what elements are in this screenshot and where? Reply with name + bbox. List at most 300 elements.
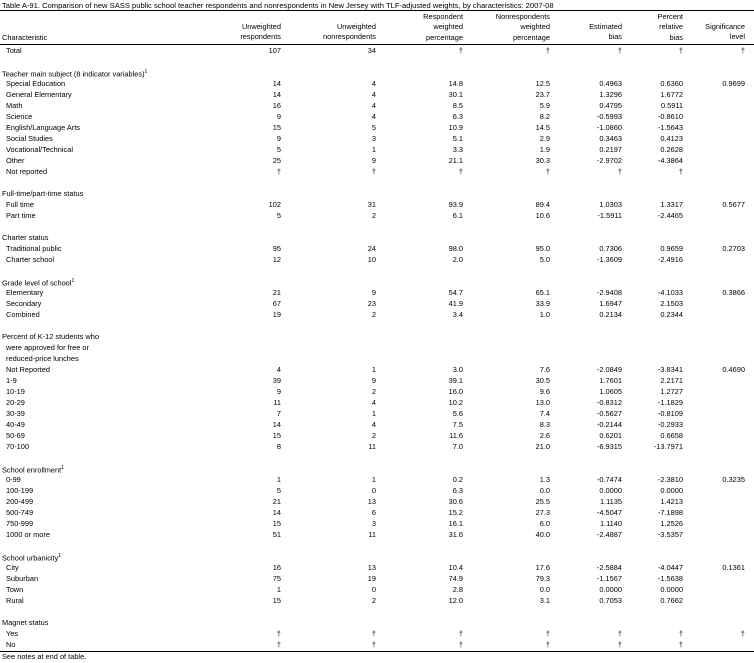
table-row <box>0 353 754 364</box>
cell-unweighted-respondents: 15 <box>272 123 281 132</box>
row-label: 10-19 <box>6 387 25 396</box>
cell-nonrespondent-percentage: 8.3 <box>539 420 550 429</box>
header-line: nonrespondents <box>322 32 376 42</box>
table-row <box>0 386 754 397</box>
cell-respondent-percentage: 8.5 <box>452 101 463 110</box>
cell-unweighted-nonrespondents: 10 <box>367 255 376 264</box>
row-label: 20-29 <box>6 398 25 407</box>
cell-unweighted-nonrespondents: 2 <box>371 596 376 605</box>
cell-percent-relative-bias: 0.2628 <box>660 145 683 154</box>
cell-unweighted-nonrespondents: 3 <box>371 134 376 143</box>
section-label: Percent of K-12 students who <box>2 332 99 341</box>
row-label: Not Reported <box>6 365 50 374</box>
cell-estimated-bias: -1.5911 <box>597 211 622 220</box>
cell-significance-level: † <box>740 46 745 55</box>
cell-unweighted-nonrespondents: 1 <box>371 365 376 374</box>
header-line: Estimated <box>589 22 622 31</box>
cell-unweighted-nonrespondents: 4 <box>371 101 376 110</box>
section-header-row <box>0 331 754 342</box>
cell-estimated-bias: -0.7474 <box>596 475 622 484</box>
cell-nonrespondent-percentage: 1.9 <box>539 145 550 154</box>
section-header-row <box>0 551 754 562</box>
cell-unweighted-respondents: 14 <box>272 508 281 517</box>
cell-estimated-bias: 1.0303 <box>599 200 622 209</box>
cell-percent-relative-bias: -13.7971 <box>653 442 683 451</box>
section-label: Magnet status <box>2 618 49 627</box>
cell-unweighted-nonrespondents: 9 <box>371 288 376 297</box>
row-label: 750-999 <box>6 519 34 528</box>
table-row <box>0 496 754 507</box>
header-line: bias <box>608 32 622 42</box>
header-line: percentage <box>513 32 550 42</box>
table-row <box>0 441 754 452</box>
cell-respondent-percentage: 3.3 <box>452 145 463 154</box>
table-row <box>0 133 754 144</box>
table-row <box>0 342 754 353</box>
row-label: 1000 or more <box>6 530 50 539</box>
cell-percent-relative-bias: 2.2171 <box>660 376 683 385</box>
cell-percent-relative-bias: 1.2727 <box>660 387 683 396</box>
cell-estimated-bias: -1.1567 <box>596 574 622 583</box>
cell-percent-relative-bias: 0.9659 <box>660 244 683 253</box>
cell-percent-relative-bias: 1.2526 <box>660 519 683 528</box>
cell-respondent-percentage: 6.3 <box>452 486 463 495</box>
cell-unweighted-respondents: 75 <box>272 574 281 583</box>
cell-estimated-bias: -0.5993 <box>596 112 622 121</box>
cell-estimated-bias: 0.6201 <box>599 431 622 440</box>
cell-respondent-percentage: 10.9 <box>448 123 463 132</box>
cell-unweighted-respondents: 11 <box>273 398 281 407</box>
header-line: percentage <box>426 32 463 42</box>
cell-respondent-percentage: 6.3 <box>452 112 463 121</box>
cell-percent-relative-bias: † <box>678 167 683 176</box>
cell-percent-relative-bias: -0.8109 <box>657 409 683 418</box>
row-label: City <box>6 563 19 572</box>
cell-estimated-bias: 0.3463 <box>599 134 622 143</box>
cell-percent-relative-bias: 0.6658 <box>660 431 683 440</box>
cell-percent-relative-bias: -0.2933 <box>657 420 683 429</box>
cell-estimated-bias: 0.0000 <box>599 585 622 594</box>
section-header-row <box>0 617 754 628</box>
table-row <box>0 111 754 122</box>
section-header-row <box>0 276 754 287</box>
cell-estimated-bias: -2.4887 <box>596 530 622 539</box>
cell-unweighted-nonrespondents: 4 <box>371 112 376 121</box>
cell-percent-relative-bias: 2.1503 <box>660 299 683 308</box>
row-label: Special Education <box>6 79 66 88</box>
table-row <box>0 166 754 177</box>
cell-nonrespondent-percentage: 89.4 <box>535 200 550 209</box>
cell-nonrespondent-percentage: 23.7 <box>535 90 550 99</box>
cell-respondent-percentage: 12.0 <box>448 596 463 605</box>
table-row <box>0 298 754 309</box>
section-header-row <box>0 67 754 78</box>
row-label: reduced-price lunches <box>6 354 79 363</box>
section-header-row <box>0 188 754 199</box>
table-row <box>0 243 754 254</box>
row-label: Full time <box>6 200 34 209</box>
cell-unweighted-respondents: 8 <box>276 442 281 451</box>
cell-estimated-bias: -2.5884 <box>596 563 622 572</box>
row-label: No <box>6 640 16 649</box>
cell-respondent-percentage: 93.9 <box>448 200 463 209</box>
cell-unweighted-respondents: 5 <box>276 145 281 154</box>
cell-respondent-percentage: 5.1 <box>452 134 463 143</box>
header-line: respondents <box>240 32 281 42</box>
cell-estimated-bias: † <box>617 167 622 176</box>
footnote-marker: 1 <box>71 278 75 284</box>
cell-significance-level: 0.1361 <box>722 563 745 572</box>
cell-significance-level: 0.5677 <box>722 200 745 209</box>
section-label: School enrollment$^1$ <box>2 465 64 475</box>
header-percent-relative-bias <box>658 12 683 43</box>
table-row <box>0 254 754 265</box>
cell-respondent-percentage: 15.2 <box>448 508 463 517</box>
cell-estimated-bias: 0.4795 <box>599 101 622 110</box>
cell-respondent-percentage: 7.0 <box>452 442 463 451</box>
cell-unweighted-respondents: 15 <box>272 519 281 528</box>
table-row <box>0 155 754 166</box>
header-respondent-percentage <box>423 12 463 43</box>
cell-respondent-percentage: 54.7 <box>448 288 463 297</box>
cell-respondent-percentage: 11.6 <box>449 431 463 440</box>
table-row <box>0 100 754 111</box>
cell-nonrespondent-percentage: 5.9 <box>539 101 550 110</box>
cell-estimated-bias: 1.6947 <box>599 299 622 308</box>
cell-unweighted-nonrespondents: 13 <box>367 563 376 572</box>
cell-significance-level: 0.3866 <box>722 288 745 297</box>
cell-unweighted-nonrespondents: 1 <box>371 475 376 484</box>
cell-nonrespondent-percentage: 27.3 <box>535 508 550 517</box>
header-line: level <box>729 32 745 42</box>
cell-percent-relative-bias: 0.6360 <box>660 79 683 88</box>
section-label: Teacher main subject (8 indicator variables)$^1$ <box>2 69 148 79</box>
cell-percent-relative-bias: -1.5643 <box>657 123 683 132</box>
cell-respondent-percentage: † <box>458 640 463 649</box>
cell-percent-relative-bias: 0.5911 <box>660 101 683 110</box>
row-label: 100-199 <box>6 486 34 495</box>
cell-unweighted-nonrespondents: 1 <box>371 145 376 154</box>
cell-respondent-percentage: 7.5 <box>452 420 463 429</box>
cell-unweighted-respondents: 39 <box>272 376 281 385</box>
cell-percent-relative-bias: † <box>678 640 683 649</box>
table-row <box>0 529 754 540</box>
cell-unweighted-respondents: 9 <box>276 387 281 396</box>
section-label: Full-time/part-time status <box>2 189 84 198</box>
cell-unweighted-nonrespondents: 19 <box>367 574 376 583</box>
cell-unweighted-nonrespondents: 2 <box>371 211 376 220</box>
row-label: Secondary <box>6 299 42 308</box>
cell-nonrespondent-percentage: 13.0 <box>535 398 550 407</box>
top-rule <box>0 10 754 11</box>
table-row <box>0 562 754 573</box>
cell-percent-relative-bias: 0.0000 <box>660 585 683 594</box>
table-row <box>0 474 754 485</box>
cell-nonrespondent-percentage: 65.1 <box>535 288 550 297</box>
table-row <box>0 144 754 155</box>
section-label: Charter status <box>2 233 49 242</box>
header-line: weighted <box>433 22 463 32</box>
cell-unweighted-respondents: 19 <box>272 310 281 319</box>
row-label: 500-749 <box>6 508 34 517</box>
cell-significance-level: 0.3235 <box>722 475 745 484</box>
cell-estimated-bias: -1.3609 <box>596 255 622 264</box>
cell-nonrespondent-percentage: 14.5 <box>535 123 550 132</box>
cell-estimated-bias: -2.0849 <box>596 365 622 374</box>
cell-estimated-bias: -0.2144 <box>596 420 622 429</box>
header-estimated-bias <box>589 22 622 43</box>
header-unweighted-respondents <box>240 22 281 43</box>
cell-percent-relative-bias: -3.8341 <box>657 365 683 374</box>
cell-respondent-percentage: 14.8 <box>448 79 463 88</box>
cell-respondent-percentage: 21.1 <box>448 156 463 165</box>
cell-respondent-percentage: 74.9 <box>448 574 463 583</box>
table-row <box>0 78 754 89</box>
footnote-marker: 1 <box>58 553 62 559</box>
table-row <box>0 397 754 408</box>
cell-nonrespondent-percentage: 95.0 <box>535 244 550 253</box>
row-label: General Elementary <box>6 90 72 99</box>
cell-nonrespondent-percentage: † <box>545 46 550 55</box>
cell-unweighted-nonrespondents: 9 <box>371 376 376 385</box>
row-label: Not reported <box>6 167 48 176</box>
cell-nonrespondent-percentage: 6.0 <box>539 519 550 528</box>
cell-respondent-percentage: 10.2 <box>448 398 463 407</box>
header-line: Significance <box>705 22 745 31</box>
row-label: Part time <box>6 211 36 220</box>
row-label: 30-39 <box>6 409 25 418</box>
footnote: See notes at end of table. <box>2 652 87 661</box>
cell-unweighted-respondents: 16 <box>272 101 281 110</box>
cell-estimated-bias: -0.5627 <box>596 409 622 418</box>
cell-nonrespondent-percentage: 5.0 <box>539 255 550 264</box>
row-label: Elementary <box>6 288 44 297</box>
cell-unweighted-nonrespondents: 13 <box>367 497 376 506</box>
cell-nonrespondent-percentage: 1.0 <box>539 310 550 319</box>
cell-percent-relative-bias: -2.4465 <box>657 211 683 220</box>
table-row <box>0 628 754 639</box>
cell-unweighted-respondents: 5 <box>276 486 281 495</box>
cell-respondent-percentage: 2.0 <box>452 255 463 264</box>
cell-nonrespondent-percentage: 21.0 <box>535 442 550 451</box>
cell-respondent-percentage: 41.9 <box>448 299 463 308</box>
row-label: Town <box>6 585 24 594</box>
cell-nonrespondent-percentage: 7.4 <box>539 409 550 418</box>
cell-percent-relative-bias: 0.2344 <box>660 310 683 319</box>
cell-nonrespondent-percentage: † <box>545 629 550 638</box>
cell-unweighted-nonrespondents: 11 <box>368 442 376 451</box>
cell-unweighted-nonrespondents: 4 <box>371 420 376 429</box>
header-line: Percent <box>657 12 683 21</box>
cell-estimated-bias: -2.9702 <box>596 156 622 165</box>
cell-unweighted-respondents: 5 <box>276 211 281 220</box>
cell-estimated-bias: 0.0000 <box>599 486 622 495</box>
footnote-marker: 1 <box>144 69 148 75</box>
cell-percent-relative-bias: -3.5357 <box>657 530 683 539</box>
cell-respondent-percentage: 2.8 <box>452 585 463 594</box>
table-row <box>0 375 754 386</box>
cell-unweighted-nonrespondents: 5 <box>371 123 376 132</box>
cell-percent-relative-bias: -2.4916 <box>657 255 683 264</box>
cell-percent-relative-bias: † <box>678 629 683 638</box>
cell-estimated-bias: 0.2197 <box>599 145 622 154</box>
cell-estimated-bias: 0.4963 <box>599 79 622 88</box>
cell-nonrespondent-percentage: 17.6 <box>535 563 550 572</box>
cell-estimated-bias: 1.3296 <box>599 90 622 99</box>
cell-significance-level: 0.9699 <box>722 79 745 88</box>
cell-percent-relative-bias: -1.1829 <box>657 398 683 407</box>
row-label: Vocational/Technical <box>6 145 73 154</box>
cell-estimated-bias: 0.2134 <box>599 310 622 319</box>
cell-nonrespondent-percentage: 40.0 <box>535 530 550 539</box>
row-label: 0-99 <box>6 475 21 484</box>
header-significance-level <box>705 22 745 43</box>
cell-respondent-percentage: † <box>458 46 463 55</box>
row-label: were approved for free or <box>6 343 89 352</box>
cell-nonrespondent-percentage: 30.3 <box>535 156 550 165</box>
cell-nonrespondent-percentage: 1.3 <box>539 475 550 484</box>
table-row <box>0 309 754 320</box>
cell-unweighted-nonrespondents: 2 <box>371 431 376 440</box>
cell-nonrespondent-percentage: 0.0 <box>539 585 550 594</box>
cell-unweighted-nonrespondents: 6 <box>371 508 376 517</box>
cell-unweighted-respondents: 14 <box>272 420 281 429</box>
cell-nonrespondent-percentage: 9.6 <box>539 387 550 396</box>
table-row <box>0 287 754 298</box>
cell-unweighted-respondents: 21 <box>272 497 281 506</box>
cell-percent-relative-bias: -1.5638 <box>657 574 683 583</box>
cell-unweighted-nonrespondents: 23 <box>367 299 376 308</box>
cell-respondent-percentage: † <box>458 629 463 638</box>
cell-estimated-bias: † <box>617 640 622 649</box>
table-row <box>0 507 754 518</box>
row-label: Charter school <box>6 255 55 264</box>
row-label: Math <box>6 101 23 110</box>
header-characteristic: Characteristic <box>2 33 48 42</box>
header-line: Respondent <box>423 12 463 21</box>
cell-estimated-bias: 0.7306 <box>599 244 622 253</box>
cell-nonrespondent-percentage: 2.6 <box>539 431 550 440</box>
section-header-row <box>0 463 754 474</box>
cell-percent-relative-bias: 0.7662 <box>660 596 683 605</box>
cell-respondent-percentage: 98.0 <box>448 244 463 253</box>
header-line: bias <box>669 32 683 42</box>
cell-unweighted-respondents: 15 <box>272 431 281 440</box>
row-label: Traditional public <box>6 244 62 253</box>
cell-nonrespondent-percentage: 7.6 <box>539 365 550 374</box>
cell-unweighted-nonrespondents: † <box>371 167 376 176</box>
table-row <box>0 430 754 441</box>
cell-unweighted-nonrespondents: 1 <box>371 409 376 418</box>
table-row <box>0 584 754 595</box>
cell-estimated-bias: 1.7601 <box>599 376 622 385</box>
cell-unweighted-nonrespondents: † <box>371 640 376 649</box>
cell-unweighted-nonrespondents: 4 <box>371 90 376 99</box>
cell-unweighted-respondents: 12 <box>272 255 281 264</box>
cell-unweighted-nonrespondents: 9 <box>371 156 376 165</box>
cell-respondent-percentage: 5.6 <box>452 409 463 418</box>
row-label: 40-49 <box>6 420 25 429</box>
cell-unweighted-respondents: 15 <box>272 596 281 605</box>
row-label: Yes <box>6 629 19 638</box>
cell-unweighted-respondents: 95 <box>272 244 281 253</box>
cell-unweighted-nonrespondents: 0 <box>371 486 376 495</box>
row-label: 70-100 <box>6 442 30 451</box>
cell-percent-relative-bias: -4.1033 <box>657 288 683 297</box>
row-label: Social Studies <box>6 134 53 143</box>
cell-percent-relative-bias: -0.8610 <box>657 112 683 121</box>
footnote-marker: 1 <box>61 465 64 471</box>
row-label: Suburban <box>6 574 39 583</box>
cell-unweighted-respondents: 51 <box>272 530 281 539</box>
cell-unweighted-respondents: 102 <box>268 200 281 209</box>
cell-nonrespondent-percentage: 2.9 <box>539 134 550 143</box>
header-line: Nonrespondents <box>495 12 550 21</box>
cell-respondent-percentage: 16.1 <box>448 519 463 528</box>
header-line: Unweighted <box>336 22 376 31</box>
cell-unweighted-respondents: 14 <box>272 79 281 88</box>
cell-nonrespondent-percentage: 12.5 <box>535 79 550 88</box>
cell-nonrespondent-percentage: 25.5 <box>535 497 550 506</box>
cell-unweighted-respondents: † <box>276 640 281 649</box>
cell-unweighted-respondents: 107 <box>268 46 281 55</box>
cell-nonrespondent-percentage: 0.0 <box>539 486 550 495</box>
cell-estimated-bias: -6.9315 <box>596 442 622 451</box>
section-label: School urbanicity$^1$ <box>2 553 62 563</box>
table-title: Table A-91. Comparison of new SASS public school teacher respondents and nonrespondents in New Jersey with TLF-adjusted weights, by characteristics: 2007-08 <box>2 1 554 10</box>
table-row <box>0 595 754 606</box>
cell-respondent-percentage: 16.0 <box>448 387 463 396</box>
cell-percent-relative-bias: -7.1898 <box>657 508 683 517</box>
cell-estimated-bias: -2.9408 <box>596 288 622 297</box>
cell-unweighted-respondents: 16 <box>272 563 281 572</box>
cell-unweighted-respondents: 14 <box>272 90 281 99</box>
row-label: Total <box>6 46 22 55</box>
cell-unweighted-nonrespondents: 4 <box>371 398 376 407</box>
table-row <box>0 199 754 210</box>
cell-unweighted-respondents: 1 <box>276 475 281 484</box>
cell-unweighted-respondents: 7 <box>276 409 281 418</box>
header-line: relative <box>659 22 683 32</box>
cell-percent-relative-bias: 1.4213 <box>660 497 683 506</box>
cell-unweighted-nonrespondents: 2 <box>371 310 376 319</box>
cell-respondent-percentage: 6.1 <box>452 211 463 220</box>
cell-unweighted-respondents: 9 <box>276 112 281 121</box>
header-unweighted-nonrespondents <box>323 22 376 43</box>
cell-nonrespondent-percentage: † <box>545 167 550 176</box>
cell-estimated-bias: 1.1140 <box>599 519 622 528</box>
cell-estimated-bias: -4.5047 <box>596 508 622 517</box>
cell-estimated-bias: 0.7053 <box>599 596 622 605</box>
cell-unweighted-respondents: † <box>276 167 281 176</box>
cell-percent-relative-bias: 1.3317 <box>660 200 683 209</box>
cell-unweighted-respondents: 9 <box>276 134 281 143</box>
cell-respondent-percentage: 3.0 <box>452 365 463 374</box>
table-row <box>0 639 754 650</box>
cell-percent-relative-bias: -4.0447 <box>657 563 683 572</box>
cell-estimated-bias: 1.0605 <box>599 387 622 396</box>
cell-significance-level: 0.2703 <box>722 244 745 253</box>
cell-estimated-bias: † <box>617 629 622 638</box>
cell-unweighted-respondents: 21 <box>272 288 281 297</box>
cell-estimated-bias: † <box>617 46 622 55</box>
table-row <box>0 122 754 133</box>
cell-nonrespondent-percentage: 8.2 <box>539 112 550 121</box>
row-label: 1-9 <box>6 376 17 385</box>
cell-respondent-percentage: 10.4 <box>448 563 463 572</box>
cell-unweighted-respondents: 67 <box>272 299 281 308</box>
cell-significance-level: † <box>740 629 745 638</box>
